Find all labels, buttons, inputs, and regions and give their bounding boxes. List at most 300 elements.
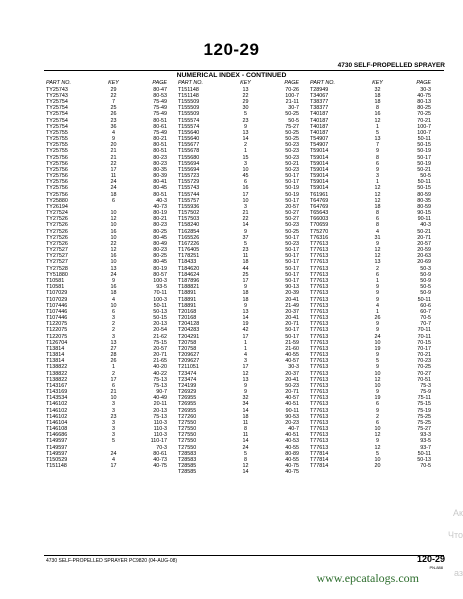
part-number: T107029 <box>46 290 68 297</box>
part-number: T77613 <box>310 358 329 365</box>
bottom-rule <box>44 555 444 556</box>
page-reference: 80-13 <box>417 99 431 106</box>
key-number: 9 <box>244 302 247 309</box>
key-number: 25 <box>110 105 117 112</box>
page-reference: 50-23 <box>285 382 299 389</box>
key-number: 1 <box>244 345 247 352</box>
page-reference: 50-5 <box>420 284 431 291</box>
key-number: 20 <box>110 142 117 149</box>
key-number: 24 <box>110 450 117 457</box>
part-number: T155694 <box>178 160 200 167</box>
key-number: 3 <box>112 432 115 439</box>
key-number: 34 <box>242 401 249 408</box>
key-number: 18 <box>242 290 249 297</box>
part-number: T27550 <box>178 444 197 451</box>
key-number: 10 <box>110 259 117 266</box>
page-reference: 40-7 <box>288 426 299 433</box>
page-reference: 50-23 <box>285 142 299 149</box>
part-number: T155509 <box>178 111 200 118</box>
key-number: 13 <box>242 376 249 383</box>
page-reference: 75-49 <box>153 105 167 112</box>
page-reference: 21-49 <box>285 302 299 309</box>
key-number: 8 <box>244 456 247 463</box>
key-number: 6 <box>112 197 115 204</box>
page-reference: 50-25 <box>285 228 299 235</box>
part-number: T188821 <box>178 284 200 291</box>
part-number: T23474 <box>178 370 197 377</box>
key-number: 18 <box>242 296 249 303</box>
key-number: 14 <box>242 407 249 414</box>
key-number: 9 <box>112 136 115 143</box>
edge-text: Что <box>447 530 463 540</box>
part-number: T77613 <box>310 419 329 426</box>
page-reference: 21-60 <box>285 345 299 352</box>
header-part-no: PART NO. <box>46 80 71 86</box>
part-number: T77613 <box>310 401 329 408</box>
page-reference: 40-22 <box>153 370 167 377</box>
key-number: 3 <box>376 173 379 180</box>
key-number: 17 <box>110 463 117 470</box>
part-number: T138822 <box>46 364 68 371</box>
key-number: 23 <box>242 247 249 254</box>
page-reference: 20-41 <box>285 296 299 303</box>
page-reference: 100-3 <box>153 278 167 284</box>
key-number: 10 <box>374 370 381 377</box>
page-reference: 40-73 <box>153 456 167 463</box>
part-number: T59014 <box>310 185 329 192</box>
part-number: T77613 <box>310 364 329 371</box>
key-number: 26 <box>374 315 381 322</box>
key-number: 13 <box>374 259 381 266</box>
page-reference: 70-5 <box>420 463 431 470</box>
header-key: KEY <box>240 80 251 86</box>
key-number: 36 <box>110 123 117 130</box>
page-reference: 50-17 <box>417 154 431 161</box>
page-reference: 20-39 <box>285 290 299 297</box>
part-number: T77613 <box>310 278 329 284</box>
page-reference: 70-25 <box>417 111 431 118</box>
part-number: T107446 <box>46 315 68 322</box>
key-number: 12 <box>374 247 381 254</box>
key-number: 11 <box>110 173 117 180</box>
part-number: TY27527 <box>46 259 68 266</box>
index-columns <box>46 80 442 554</box>
part-number: TY25756 <box>46 154 68 161</box>
page-reference: 50-17 <box>285 327 299 334</box>
page-reference: 20-37 <box>285 308 299 315</box>
key-number: 22 <box>242 216 249 223</box>
page-reference: 50-11 <box>417 136 431 143</box>
key-number: 10 <box>110 210 117 217</box>
key-number: 2 <box>112 327 115 334</box>
key-number: 14 <box>242 469 249 476</box>
part-number: T40187 <box>310 129 329 136</box>
key-number: 44 <box>242 265 249 272</box>
part-number: TY27526 <box>46 228 68 235</box>
page-reference: 80-51 <box>153 117 167 124</box>
part-number: T28583 <box>178 456 197 463</box>
part-number: T187896 <box>178 278 200 284</box>
key-number: 12 <box>374 432 381 439</box>
page-reference: 50-15 <box>153 315 167 322</box>
part-number: T146108 <box>46 426 68 433</box>
key-number: 1 <box>376 179 379 186</box>
key-number: 19 <box>374 395 381 402</box>
page-reference: 20-63 <box>417 253 431 260</box>
page-reference: 50-9 <box>420 278 431 284</box>
key-number: 5 <box>376 450 379 457</box>
part-number: T77613 <box>310 382 329 389</box>
part-number: TY25754 <box>46 117 68 124</box>
index-row <box>310 463 442 469</box>
part-number: T122075 <box>46 333 68 340</box>
part-number: T34067 <box>310 92 329 99</box>
key-number: 6 <box>376 419 379 426</box>
section-title: NUMERICAL INDEX - CONTINUED <box>176 72 287 79</box>
part-number: T155640 <box>178 129 200 136</box>
page-reference: 20-57 <box>417 240 431 247</box>
page-reference: 90-13 <box>285 284 299 291</box>
page-reference: 20-23 <box>285 419 299 426</box>
part-number: T155678 <box>178 148 200 155</box>
index-column <box>310 80 442 554</box>
key-number: 16 <box>110 284 117 291</box>
part-number: T155509 <box>178 99 200 106</box>
key-number: 26 <box>110 358 117 365</box>
key-number: 30 <box>242 105 249 112</box>
key-number: 8 <box>376 105 379 112</box>
page-reference: 100-7 <box>285 92 299 99</box>
page-reference: 90-11 <box>417 216 431 223</box>
part-number: T18891 <box>178 296 197 303</box>
key-number: 1 <box>112 364 115 371</box>
page-reference: 20-41 <box>285 376 299 383</box>
part-number: T28949 <box>310 86 329 93</box>
page-reference: 50-13 <box>153 308 167 315</box>
key-number: 9 <box>376 166 379 173</box>
page-reference: 20-59 <box>417 247 431 254</box>
page-reference: 80-21 <box>153 136 167 143</box>
key-number: 18 <box>110 290 117 297</box>
part-number: TY25756 <box>46 185 68 192</box>
page-reference: 50-15 <box>417 142 431 149</box>
part-number: T107446 <box>46 308 68 315</box>
part-number: TY25756 <box>46 173 68 180</box>
page-reference: 50-5 <box>288 117 299 124</box>
part-number: TY25755 <box>46 142 68 149</box>
key-number: 8 <box>376 210 379 217</box>
page-reference: 80-59 <box>417 191 431 198</box>
page-reference: 30-3 <box>288 364 299 371</box>
key-number: 17 <box>110 376 117 383</box>
part-number: T77613 <box>310 339 329 346</box>
part-number: T77613 <box>310 271 329 278</box>
key-number: 3 <box>244 203 247 210</box>
page-reference: 75-27 <box>285 123 299 130</box>
column-header <box>310 80 442 86</box>
key-number: 16 <box>374 111 381 118</box>
page-reference: 100-7 <box>417 129 431 136</box>
key-number: 12 <box>110 216 117 223</box>
page-reference: 20-11 <box>153 401 167 408</box>
part-number: T151148 <box>178 92 199 99</box>
key-number: 9 <box>244 284 247 291</box>
part-number: T26955 <box>178 395 197 402</box>
key-number: 10 <box>374 426 381 433</box>
part-number: T204283 <box>178 327 200 334</box>
part-number: T209627 <box>178 358 200 365</box>
key-number: 17 <box>242 191 249 198</box>
column-header <box>178 80 310 86</box>
part-number: T150529 <box>46 456 68 463</box>
part-number: T158240 <box>178 222 200 229</box>
key-number: 21 <box>110 154 117 161</box>
key-number: 27 <box>110 345 117 352</box>
key-number: 10 <box>374 382 381 389</box>
page-reference: 75-11 <box>417 395 431 402</box>
part-number: T76316 <box>310 234 329 241</box>
key-number: 12 <box>242 463 249 470</box>
page-reference: 80-19 <box>153 265 167 272</box>
key-number: 1 <box>376 308 379 315</box>
page-reference: 80-57 <box>153 271 167 278</box>
part-number: T77613 <box>310 240 329 247</box>
key-number: 9 <box>376 240 379 247</box>
part-number: T138822 <box>46 370 68 377</box>
part-number: T77613 <box>310 407 329 414</box>
key-number: 2 <box>376 413 379 420</box>
key-number: 21 <box>110 389 117 396</box>
part-number: T146102 <box>46 401 68 408</box>
part-number: T59014 <box>310 166 329 173</box>
key-number: 9 <box>244 389 247 396</box>
page-reference: 50-17 <box>285 253 299 260</box>
part-number: T184624 <box>178 271 200 278</box>
part-number: T77613 <box>310 426 329 433</box>
key-number: 13 <box>242 86 249 93</box>
header-part-no: PART NO. <box>178 80 203 86</box>
page-reference: 93-5 <box>156 284 167 291</box>
page-reference: 50-19 <box>417 148 431 155</box>
page-reference: 50-21 <box>417 228 431 235</box>
key-number: 12 <box>374 185 381 192</box>
key-number: 5 <box>376 129 379 136</box>
part-number: TY25755 <box>46 136 68 143</box>
part-number: T178251 <box>178 253 200 260</box>
page-reference: 80-45 <box>153 259 167 266</box>
key-number: 2 <box>376 265 379 272</box>
part-number: T146102 <box>46 407 68 414</box>
key-number: 4 <box>112 129 115 136</box>
key-number: 22 <box>242 92 249 99</box>
part-number: T77814 <box>310 450 329 457</box>
part-number: T155640 <box>178 136 200 143</box>
page-reference: 75-25 <box>417 419 431 426</box>
page-reference: 75-49 <box>153 111 167 118</box>
part-number: T146686 <box>46 432 68 439</box>
page-reference: 50-23 <box>285 240 299 247</box>
page-reference: 40-75 <box>417 92 431 99</box>
key-number: 5 <box>244 240 247 247</box>
key-number: 19 <box>242 321 249 328</box>
key-number: 10 <box>110 302 117 309</box>
page-reference: 21-62 <box>153 333 167 340</box>
key-number: 9 <box>244 228 247 235</box>
edge-text: Ак <box>453 508 463 518</box>
part-number: TY27528 <box>46 265 68 272</box>
page-reference: 50-17 <box>285 278 299 284</box>
page-reference: 20-71 <box>417 234 431 241</box>
key-number: 3 <box>112 407 115 414</box>
page-reference: 93-5 <box>420 438 431 445</box>
page-reference: 20-57 <box>153 345 167 352</box>
header-key: KEY <box>108 80 119 86</box>
part-number: T157503 <box>178 216 200 223</box>
part-number: T77613 <box>310 376 329 383</box>
key-number: 6 <box>376 401 379 408</box>
index-column <box>178 80 310 554</box>
footer-left: 4730 SELF-PROPELLED SPRAYER PC9820 (04-AUG-08) <box>46 558 178 564</box>
key-number: 14 <box>242 438 249 445</box>
page-reference: 40-55 <box>285 444 299 451</box>
key-number: 6 <box>376 271 379 278</box>
part-number: T146102 <box>46 413 68 420</box>
part-number: T204128 <box>178 321 200 328</box>
key-number: 10 <box>110 395 117 402</box>
page-reference: 40-73 <box>153 203 167 210</box>
part-number: T155936 <box>178 203 200 210</box>
page-reference: 50-27 <box>285 216 299 223</box>
page-reference: 50-23 <box>285 148 299 155</box>
part-number: T155694 <box>178 166 200 173</box>
part-number: T18433 <box>178 259 197 266</box>
part-number: T155729 <box>178 179 200 186</box>
key-number: 24 <box>110 185 117 192</box>
key-number: 28 <box>110 352 117 359</box>
page-reference: 50-11 <box>417 179 431 186</box>
top-rule <box>44 70 444 71</box>
part-number: T77613 <box>310 253 329 260</box>
key-number: 8 <box>244 426 247 433</box>
page-reference: 50-17 <box>285 197 299 204</box>
key-number: 9 <box>244 123 247 130</box>
part-number: T13814 <box>46 345 65 352</box>
page-reference: 80-49 <box>153 240 167 247</box>
key-number: 18 <box>242 259 249 266</box>
part-number: T204291 <box>178 333 200 340</box>
key-number: 3 <box>112 419 115 426</box>
part-number: T107029 <box>46 296 68 303</box>
page-reference: 110-3 <box>153 432 167 439</box>
part-number: T27550 <box>178 432 197 439</box>
page-reference: 40-51 <box>285 401 299 408</box>
part-number: T20168 <box>178 308 197 315</box>
part-number: T143169 <box>46 389 68 396</box>
part-number: T209627 <box>178 352 200 359</box>
part-number: T28583 <box>178 450 197 457</box>
page-reference: 50-17 <box>285 265 299 272</box>
page-reference: 80-23 <box>153 154 167 161</box>
key-number: 1 <box>376 278 379 284</box>
key-number: 23 <box>242 117 249 124</box>
page-reference: 80-47 <box>153 86 167 93</box>
key-number: 12 <box>374 197 381 204</box>
page-reference: 40-51 <box>285 432 299 439</box>
page-reference: 80-35 <box>153 166 167 173</box>
part-number: TY51880 <box>46 271 68 278</box>
page-reference: 110-3 <box>153 419 167 426</box>
page-reference: 80-23 <box>153 247 167 254</box>
page-reference: 70-51 <box>417 376 431 383</box>
index-column <box>46 80 178 554</box>
page-reference: 70-17 <box>417 345 431 352</box>
page-reference: 20-37 <box>285 370 299 377</box>
part-number: T165526 <box>178 234 200 241</box>
key-number: 6 <box>376 160 379 167</box>
key-number: 2 <box>112 370 115 377</box>
key-number: 4 <box>112 456 115 463</box>
part-number: T77613 <box>310 315 329 322</box>
header-page: PAGE <box>152 80 167 86</box>
page-reference: 110-17 <box>150 438 167 445</box>
key-number: 9 <box>376 284 379 291</box>
part-number: TY27526 <box>46 216 68 223</box>
page-reference: 50-25 <box>285 129 299 136</box>
part-number: T77613 <box>310 438 329 445</box>
page-reference: 75-19 <box>417 407 431 414</box>
page-reference: 70-3 <box>156 444 167 451</box>
page-reference: 70-7 <box>420 321 431 328</box>
page-reference: 40-55 <box>285 456 299 463</box>
page-reference: 20-71 <box>153 352 167 359</box>
part-number: T77814 <box>310 463 329 470</box>
page-reference: 50-19 <box>417 160 431 167</box>
key-number: 3 <box>244 160 247 167</box>
key-number: 19 <box>374 345 381 352</box>
page-reference: 50-25 <box>285 111 299 118</box>
page-reference: 50-25 <box>285 136 299 143</box>
page-reference: 40-20 <box>153 364 167 371</box>
part-number: T10581 <box>46 278 65 284</box>
part-number: T122075 <box>46 327 68 334</box>
key-number: 14 <box>242 315 249 322</box>
part-number: T151148 <box>178 86 199 93</box>
part-number: T155574 <box>178 117 200 124</box>
key-number: 1 <box>244 148 247 155</box>
part-number: T77613 <box>310 321 329 328</box>
model-header: 4730 SELF-PROPELLED SPRAYER <box>337 62 445 69</box>
part-number: T26929 <box>178 389 197 396</box>
part-number: T77613 <box>310 395 329 402</box>
page-reference: 50-11 <box>153 302 167 309</box>
page-reference: 20-41 <box>285 315 299 322</box>
page-reference: 70-11 <box>417 333 431 340</box>
part-number: T27550 <box>178 419 197 426</box>
key-number: 2 <box>112 321 115 328</box>
part-number: T77613 <box>310 389 329 396</box>
part-number: T38377 <box>310 99 329 106</box>
page-reference: 50-23 <box>285 154 299 161</box>
page-reference: 50-11 <box>417 450 431 457</box>
page-reference: 40-57 <box>285 358 299 365</box>
key-number: 16 <box>110 228 117 235</box>
page-reference: 80-23 <box>153 160 167 167</box>
page-reference: 80-35 <box>417 197 431 204</box>
key-number: 4 <box>376 228 379 235</box>
key-number: 13 <box>110 265 117 272</box>
key-number: 12 <box>374 191 381 198</box>
key-number: 13 <box>242 129 249 136</box>
